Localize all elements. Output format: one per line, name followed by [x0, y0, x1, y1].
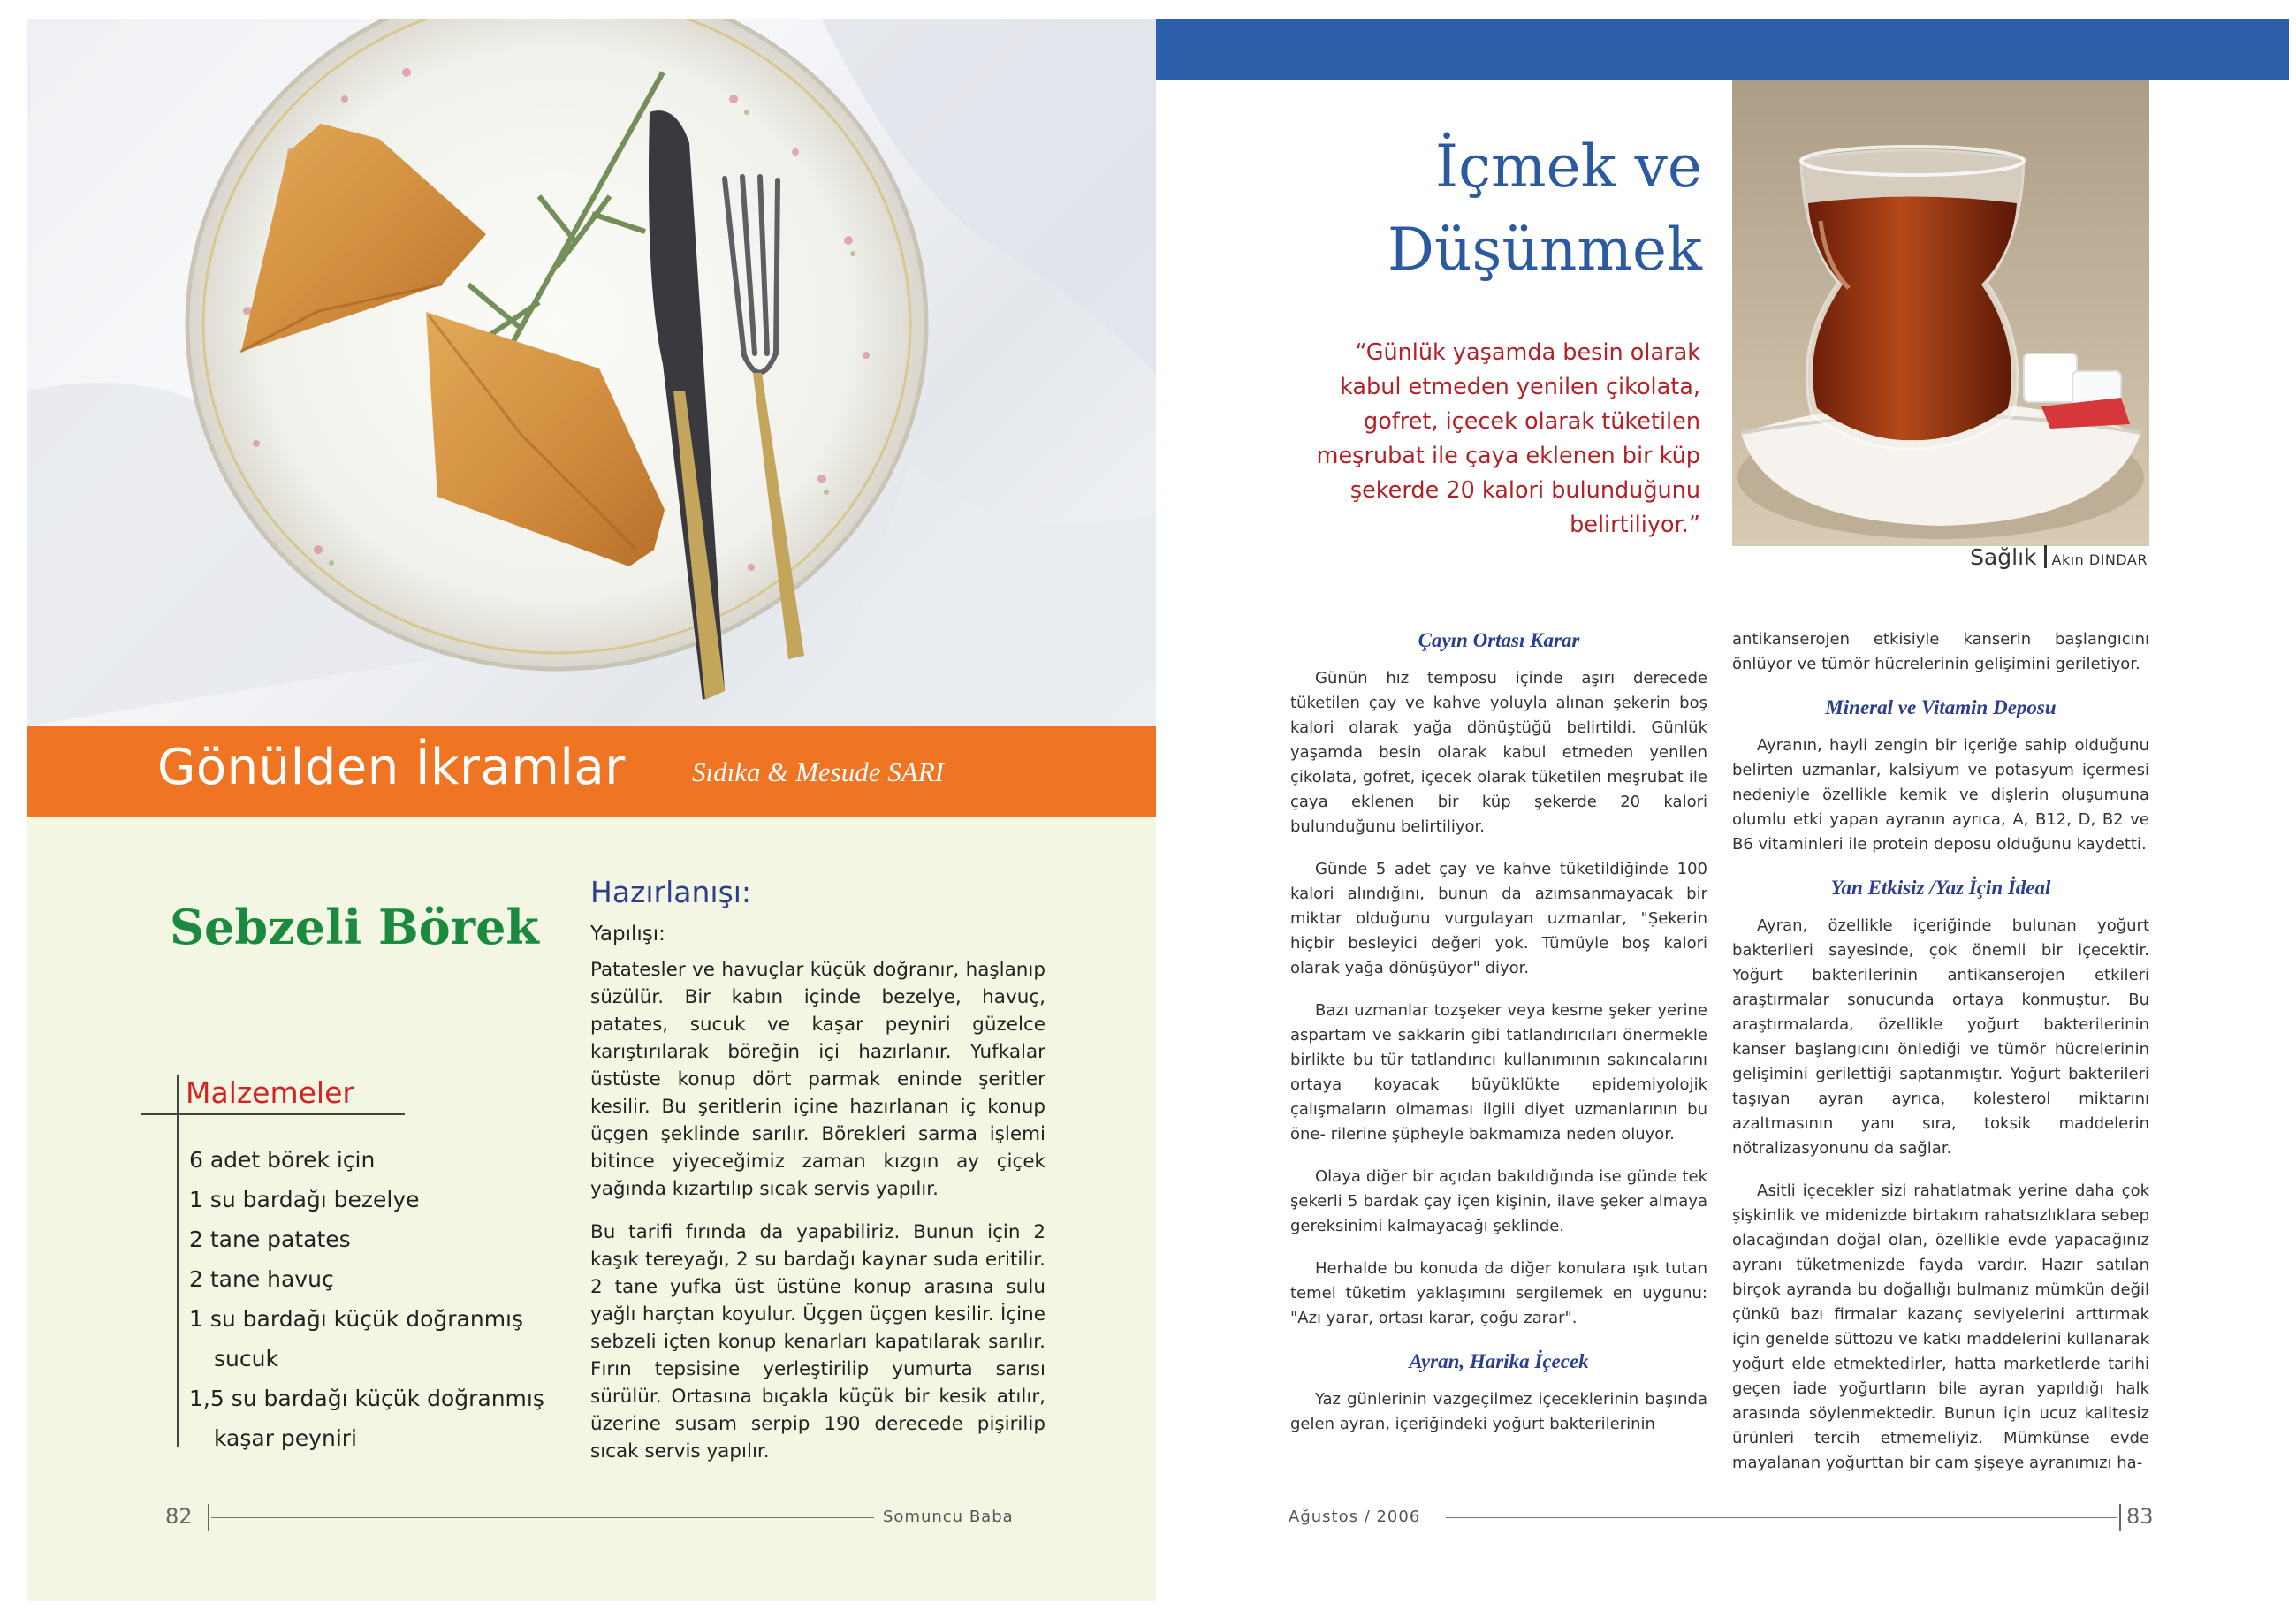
body-paragraph: Herhalde bu konuda da diğer konulara ışık tutan temel tüketim yaklaşımını sergilemek en uygunu: "Azı yarar, ortası karar, çoğu zarar".: [1290, 1259, 1707, 1327]
subheading: Çayın Ortası Karar: [1418, 629, 1580, 651]
body-paragraph: Olaya diğer bir açıdan bakıldığında ise günde tek şekerli 5 bardak çay içen kişinin, ilave şeker almaya gereksinimi kalmayacağı şeklinde.: [1290, 1167, 1707, 1235]
body-paragraph: Günün hız temposu içinde aşırı derecede tüketilen çay ve kahve yoluyla alınan şekerin boş kalori olarak yağa dönüştüğü belirtildi. Günlük yaşamda besin olarak kabul etmeden yenilen çikolata, gofret, içecek olarak tüketilen meşrubat ile çaya eklenen bir küp şekerde 20 kalori bulunduğunu belirtiliyor.: [1290, 669, 1707, 836]
tea-glass-illustration: [1732, 80, 2149, 546]
footer-rule: [1446, 1517, 2117, 1518]
body-paragraph: Yaz günlerinin vazgeçilmez içeceklerinin başında gelen ayran, içeriğindeki yoğurt bakterilerinin: [1290, 1390, 1707, 1433]
ingredient-item: 1 su bardağı bezelye: [189, 1187, 420, 1212]
ingredient-item: 2 tane patates: [189, 1227, 351, 1252]
preparation-subheading: Yapılışı:: [590, 923, 665, 946]
left-page-footer: [165, 1504, 1040, 1531]
author-name: Akın DINDAR: [2051, 551, 2148, 568]
section-title: Gönülden İkramlar: [157, 739, 626, 796]
ingredient-item: 1 su bardağı küçük doğranmış: [189, 1306, 524, 1332]
tea-glass-photo: [1732, 80, 2149, 546]
body-paragraph: Ayran, özellikle içeriğinde bulunan yoğurt bakterileri sayesinde, çok önemli bir içecektir. Yoğurt bakterilerinin antikanserojen etkileri araştırmalar sonucunda ortaya konmuştur. Bu araştırmalarda, özellikle yoğurt bakterilerinin kanser başlangıcını önlediği ve tümör hücrelerinin gelişimini gerilettiği saptanmıştır. Yoğurt bakterileri taşıyan ayran ayrıca, kolesterol miktarını azaltmasının yanı sıra, toksik maddelerin nötralizasyonunu da sağlar.: [1732, 916, 2149, 1158]
body-paragraph: Ayranın, hayli zengin bir içeriğe sahip olduğunu belirten uzmanlar, kalsiyum ve potasyum içermesi nedeniyle özellikle kemik ve dişlerin oluşumuna olumlu etki yapan ayranın ayrıca, A, B12, D, B2 ve B6 vitaminleri ile protein deposu olduğunu kaydetti.: [1732, 736, 2149, 854]
preparation-paragraph: Bu tarifi fırında da yapabiliriz. Bunun için 2 kaşık tereyağı, 2 su bardağı kaynar suda eritilir. 2 tane yufka üst üstüne konup arasına sulu yağlı harçtan koyulur. Üçgen üçgen kesilir. İçine sebzeli içten konup kenarları kapatılarak sarılır. Fırın tepsisine yerleştirilip yumurta sarısı sürülür. Ortasına bıçakla küçük bir kesik atılır, üzerine susam serpip 190 derecede pişirilip sıcak servis yapılır.: [590, 1221, 1045, 1462]
ingredient-item: 1,5 su bardağı küçük doğranmış: [189, 1386, 544, 1411]
borek-plate-photo: [27, 19, 1156, 726]
recipe-title: Sebzeli Börek: [170, 899, 539, 955]
right-page-footer: [1289, 1504, 2154, 1531]
byline-divider: [2044, 545, 2047, 568]
right-page: [1156, 19, 2296, 1601]
ingredients-heading: Malzemeler: [186, 1075, 354, 1110]
section-label: Sağlık: [1970, 544, 2037, 570]
ingredient-item-continued: kaşar peyniri: [214, 1425, 357, 1451]
article-column-1: [1290, 627, 1707, 1455]
magazine-name: Somuncu Baba: [883, 1508, 1014, 1526]
left-page: [27, 19, 1156, 1601]
ingredients-list: [189, 1140, 543, 1458]
top-color-bar: [1156, 19, 2289, 80]
footer-tick: [2119, 1504, 2121, 1531]
article-title-line1: İçmek ve: [1435, 133, 1702, 201]
ingredient-item: 6 adet börek için: [189, 1147, 376, 1173]
footer-rule: [211, 1517, 874, 1518]
body-paragraph: Günde 5 adet çay ve kahve tüketildiğinde 100 kalori alındığını, bunun da azımsanmayacak bir miktar olduğunu vurgulayan uzmanlar, "Şekerin hiçbir besleyici değeri yok. Tümüyle boş kalori olarak yağa dönüşüyor" diyor.: [1290, 860, 1707, 977]
ingredients-rule: [141, 1113, 405, 1115]
preparation-body: [590, 956, 1045, 1481]
footer-tick: [208, 1504, 209, 1531]
page-number-right: 83: [2126, 1504, 2154, 1529]
ingredients-bracket: [177, 1075, 179, 1447]
body-paragraph: Bazı uzmanlar tozşeker veya kesme şeker yerine aspartam ve sakkarin gibi tatlandırıcıları önermekle birlikte bu tür tatlandırıcı kullanımının sakıncalarını ortaya koyacak büyüklükte epidemiyolojik çalışmaların olmaması ilgili diyet uzmanlarının bu öne- rilerine şüpheyle bakmamıza neden oluyor.: [1290, 1001, 1707, 1143]
subheading: Mineral ve Vitamin Deposu: [1825, 696, 2057, 718]
preparation-heading: Hazırlanışı:: [590, 875, 752, 909]
article-title-line2: Düşünmek: [1387, 216, 1702, 284]
page-number-left: 82: [165, 1504, 193, 1529]
pull-quote: “Günlük yaşamda besin olarak kabul etmeden yenilen çikolata, gofret, içecek olarak tüketilen meşrubat ile çaya eklenen bir küp şekerde 20 kalori bulunduğunu belirtiliyor.”: [1316, 339, 1700, 538]
article-title: [1387, 125, 1702, 292]
section-authors: Sıdıka & Mesude SARI: [692, 756, 944, 787]
article-byline: [1951, 544, 2148, 570]
subheading: Ayran, Harika İçecek: [1409, 1350, 1589, 1372]
article-column-2: [1732, 627, 2149, 1493]
body-paragraph: antikanserojen etkisiyle kanserin başlangıcını önlüyor ve tümör hücrelerinin gelişimini geriletiyor.: [1732, 630, 2149, 673]
body-paragraph: Asitli içecekler sizi rahatlatmak yerine daha çok şişkinlik ve midenizde birtakım rahatsızlıklara sebep olacağından doğal olan, özellikle evde yapacağınız ayranı tüketmenizde fayda vardır. Hazır satılan birçok ayranda bu doğallığı bulmanız mümkün değil çünkü bazı firmalar kazanç seviyelerini arttırmak için genelde süttozu ve katkı maddelerini kullanarak yoğurt elde etmektedirler, hatta marketlerde tarihi geçen iade yoğurtların bile ayran yapıldığı halk arasında söylenmektedir. Bunun için ucuz kalitesiz ürünleri tercih etmemeliyiz. Mümkünse evde mayalanan yoğurttan bir cam şişeye ayranımızı ha-: [1732, 1181, 2149, 1472]
section-header-band: [27, 726, 1156, 817]
borek-plate-illustration: [27, 19, 1156, 726]
ingredient-item: 2 tane havuç: [189, 1266, 334, 1292]
preparation-paragraph: Patatesler ve havuçlar küçük doğranır, haşlanıp süzülür. Bir kabın içinde bezelye, havuç, patates, sucuk ve kaşar peyniri güzelce karıştırılarak böreğin içi hazırlanır. Yufkalar üstüste konup dört parmak eninde şeritler kesilir. Bu şeritlerin içine hazırlanan iç konup üçgen şeklinde sarılır. Börekleri sarma işlemi bitince yiyeceğimiz zaman kızgın ay çiçek yağında kızartılıp sıcak servis yapılır.: [590, 959, 1045, 1200]
subheading: Yan Etkisiz /Yaz İçin İdeal: [1830, 877, 2051, 899]
issue-date: Ağustos / 2006: [1289, 1508, 1421, 1526]
ingredient-item-continued: sucuk: [214, 1346, 278, 1371]
